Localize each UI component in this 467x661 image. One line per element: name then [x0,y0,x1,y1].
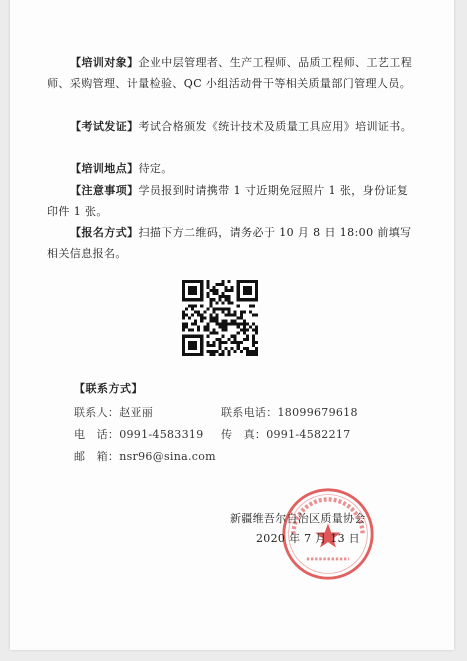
section-text: 学员报到时请携带 1 寸近期免冠照片 1 张，身份证复印件 1 张。 [47,184,409,218]
section-text: 待定。 [138,162,173,175]
contact-person [74,404,153,420]
contact-mobile-label: 联系电话： [221,406,278,419]
section-label: 【报名方式】 [70,226,139,239]
contact-phone-number: 0991-4583319 [119,428,204,441]
contact-section-title: 【联系方式】 [74,382,143,395]
contact-phone-label: 电 话： [74,428,120,441]
contact-fax-number: 0991-4582217 [266,428,351,441]
section-label: 【注意事项】 [70,184,139,197]
contact-email-label: 邮 箱： [74,450,120,463]
contact-email-address[interactable]: nsr96@sina.com [119,450,216,463]
section-notes [47,180,417,222]
section-training-location [47,158,417,179]
section-label: 【培训地点】 [70,162,139,175]
section-text: 企业中层管理者、生产工程师、品质工程师、工艺工程师、采购管理、计量检验、QC 小组活动骨干等相关质量部门管理人员。 [47,56,413,90]
contact-fax [221,426,351,442]
contact-fax-label: 传 真： [221,428,267,441]
section-label: 【考试发证】 [70,120,139,133]
section-label: 【培训对象】 [70,56,139,69]
section-exam-certificate [47,116,417,137]
contact-email [74,448,216,464]
contact-phone [74,426,204,442]
issue-date: 2020 年 7 月 13 日 [256,532,360,545]
registration-qr-code[interactable] [182,280,258,356]
section-text: 扫描下方二维码，请务必于 10 月 8 日 18:00 前填写相关信息报名。 [47,226,412,260]
contact-mobile [221,404,358,420]
contact-person-label: 联系人： [74,406,120,419]
contact-mobile-number: 18099679618 [277,406,358,419]
section-text: 考试合格颁发《统计技术及质量工具应用》培训证书。 [138,120,413,133]
issuing-organization: 新疆维吾尔自治区质量协会 [230,512,366,525]
section-registration [47,222,417,264]
contact-person-name: 赵亚丽 [119,406,154,419]
document-page [10,0,454,650]
section-training-target [47,52,417,94]
